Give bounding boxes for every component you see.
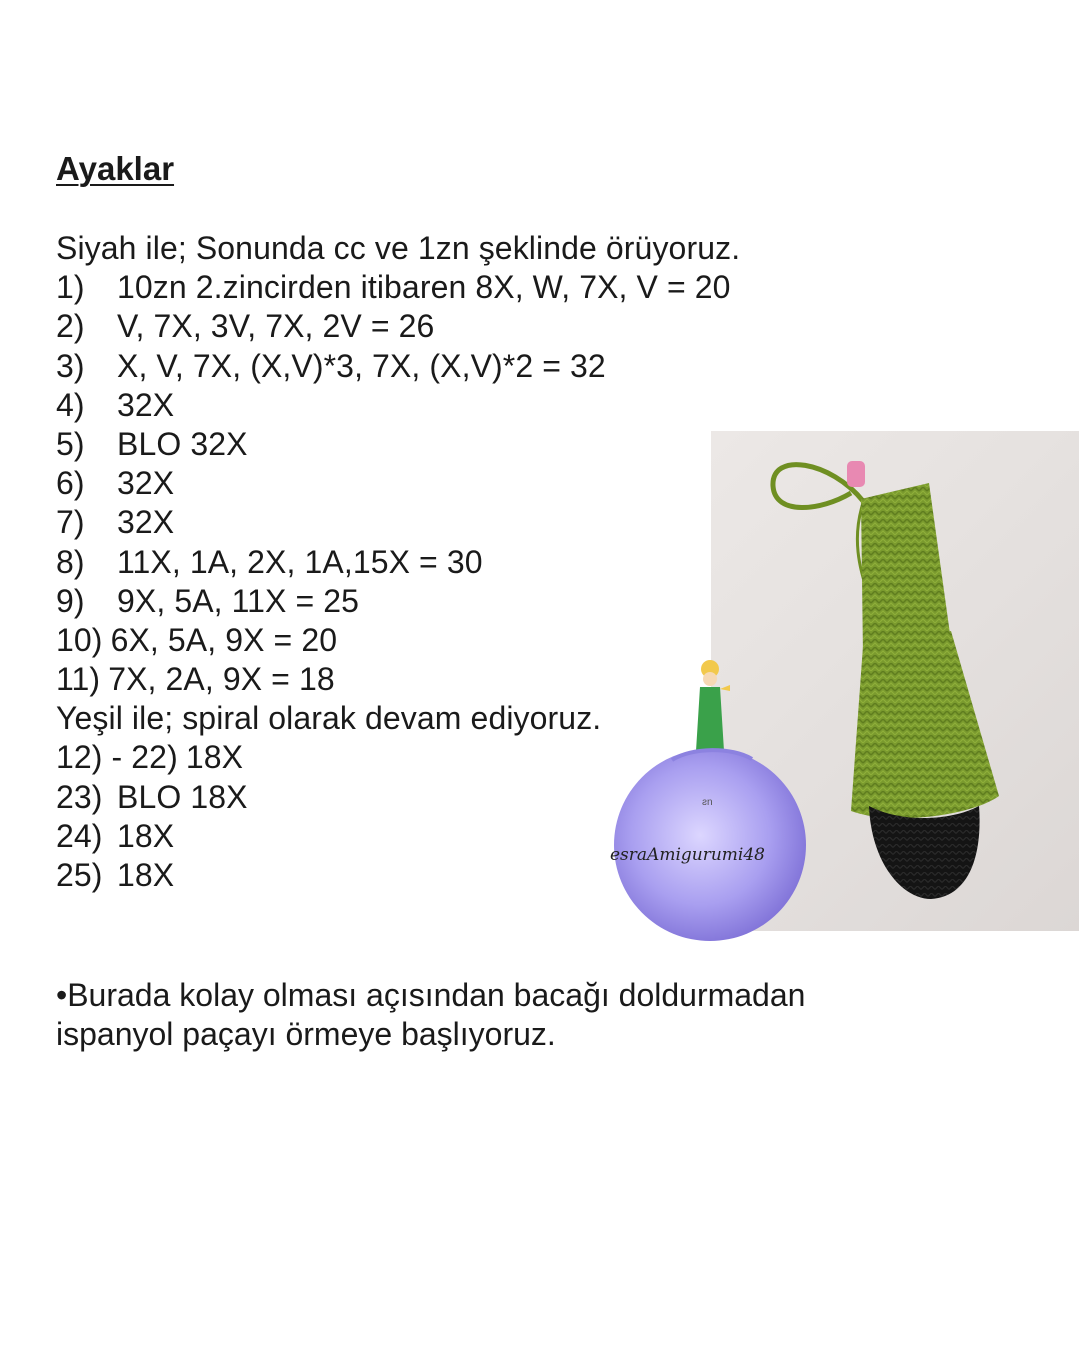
instruction-row (56, 386, 856, 425)
row-text: BLO 32X (117, 425, 248, 462)
row-number: 12) - 22) (56, 739, 178, 776)
row-number: 10) (56, 621, 103, 658)
row-text: 6X, 5A, 9X = 20 (110, 621, 338, 658)
row-number: 1) (56, 269, 85, 306)
pink-clip (847, 461, 865, 487)
row-text: 32X (117, 504, 175, 541)
instruction-row (56, 307, 856, 346)
row-text: 18X (185, 739, 244, 776)
row-text: 9X, 5A, 11X = 25 (117, 582, 360, 619)
instruction-row (56, 347, 856, 386)
watermark-text: esraAmigurumi48 (610, 845, 765, 865)
leg-flare (851, 631, 999, 818)
row-text: BLO 18X (117, 778, 248, 815)
intro-line: Siyah ile; Sonunda cc ve 1zn şeklinde örüyoruz. (56, 230, 741, 266)
row-number: 7) (56, 504, 85, 541)
row-number: 6) (56, 465, 85, 502)
row-number: 25) (56, 857, 103, 893)
row-text: 32X (117, 386, 175, 423)
watermark-logo (602, 655, 842, 955)
black-foot (869, 806, 980, 899)
row-number: 3) (56, 347, 85, 384)
row-number: 11) (56, 661, 101, 698)
row-number: 8) (56, 543, 85, 580)
row-text: 18X (117, 817, 175, 854)
little-prince-figure (696, 660, 730, 757)
row-text: 18X (117, 857, 175, 893)
row-number: 2) (56, 308, 85, 345)
note-line-2: ispanyol paçayı örmeye başlıyoruz. (56, 1016, 556, 1053)
row-number: 9) (56, 582, 85, 619)
row-number: 4) (56, 386, 85, 423)
row-text: 11X, 1A, 2X, 1A,15X = 30 (117, 543, 483, 580)
row-number: 24) (56, 817, 103, 854)
leg-upper (861, 483, 951, 656)
row-text: 7X, 2A, 9X = 18 (108, 661, 335, 698)
instruction-row (56, 268, 856, 307)
green-intro-line: Yeşil ile; spiral olarak devam ediyoruz. (56, 700, 602, 737)
row-number: 5) (56, 425, 85, 462)
page-title: Ayaklar (56, 150, 175, 187)
row-text: 10zn 2.zincirden itibaren 8X, W, 7X, V = 20 (117, 269, 731, 306)
note-paragraph (56, 976, 956, 1054)
row-text: V, 7X, 3V, 7X, 2V = 26 (117, 308, 435, 345)
note-line-1: •Burada kolay olması açısından bacağı doldurmadan (56, 977, 806, 1013)
svg-text:ƨn: ƨn (702, 797, 713, 808)
row-text: X, V, 7X, (X,V)*3, 7X, (X,V)*2 = 32 (117, 347, 606, 384)
row-text: 32X (117, 465, 175, 502)
row-number: 23) (56, 778, 103, 815)
